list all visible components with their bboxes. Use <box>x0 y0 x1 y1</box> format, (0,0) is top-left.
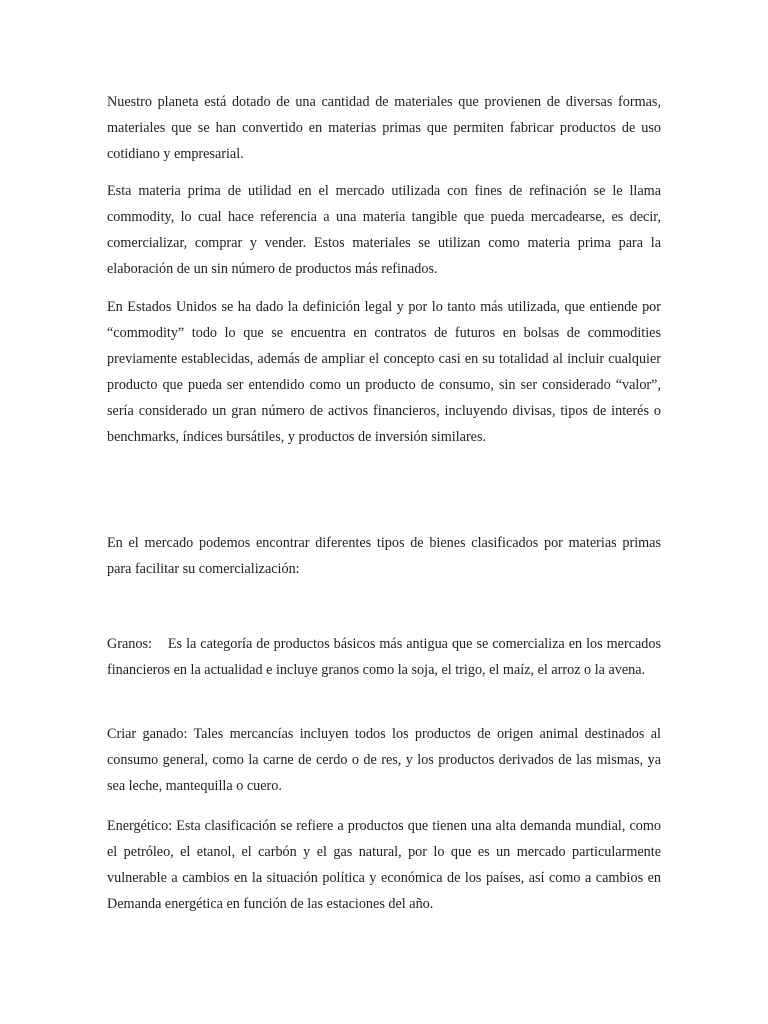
paragraph-ganado <box>107 721 661 799</box>
paragraph-text: Granos: Es la categoría de productos básicos más antigua que se comercializa en los mercados financieros en la actualidad e incluye granos como la soja, el trigo, el maíz, el arroz o la avena. <box>107 636 665 678</box>
paragraph-us-definition <box>107 294 661 450</box>
paragraph-energetico <box>107 813 661 917</box>
paragraph-text: Criar ganado: Tales mercancías incluyen todos los productos de origen animal destinados al consumo general, como la carne de cerdo o de res, y los productos derivados de las mismas, ya sea leche, mantequilla o cuero. <box>107 726 661 794</box>
paragraph-text: Energético: Esta clasificación se refiere a productos que tienen una alta demanda mundial, como el petróleo, el etanol, el carbón y el gas natural, por lo que es un mercado particularmente vulnerable a cambios en la situación política y económica de los países, así como a cambios en Demanda energética en función de las estaciones del año. <box>107 818 661 912</box>
paragraph-granos <box>107 631 665 683</box>
paragraph-text: En el mercado podemos encontrar diferentes tipos de bienes clasificados por materias primas para facilitar su comercialización: <box>107 535 661 577</box>
paragraph-market-types <box>107 530 661 582</box>
paragraph-commodity-definition <box>107 178 661 282</box>
paragraph-text: Nuestro planeta está dotado de una cantidad de materiales que provienen de diversas formas, materiales que se han convertido en materias primas que permiten fabricar productos de uso cotidiano y empresarial. <box>107 94 661 162</box>
paragraph-text: Esta materia prima de utilidad en el mercado utilizada con fines de refinación se le llama commodity, lo cual hace referencia a una materia tangible que pueda mercadearse, es decir, comercializar, comprar y vender. Estos materiales se utilizan como materia prima para la elaboración de un sin número de productos más refinados. <box>107 183 661 277</box>
paragraph-intro <box>107 89 661 167</box>
paragraph-text: En Estados Unidos se ha dado la definición legal y por lo tanto más utilizada, que entiende por “commodity” todo lo que se encuentra en contratos de futuros en bolsas de commodities previamente establecidas, además de ampliar el concepto casi en su totalidad al incluir cualquier producto que pueda ser entendido como un producto de consumo, sin ser considerado “valor”, sería considerado un gran número de activos financieros, incluyendo divisas, tipos de interés o benchmarks, índices bursátiles, y productos de inversión similares. <box>107 299 661 445</box>
